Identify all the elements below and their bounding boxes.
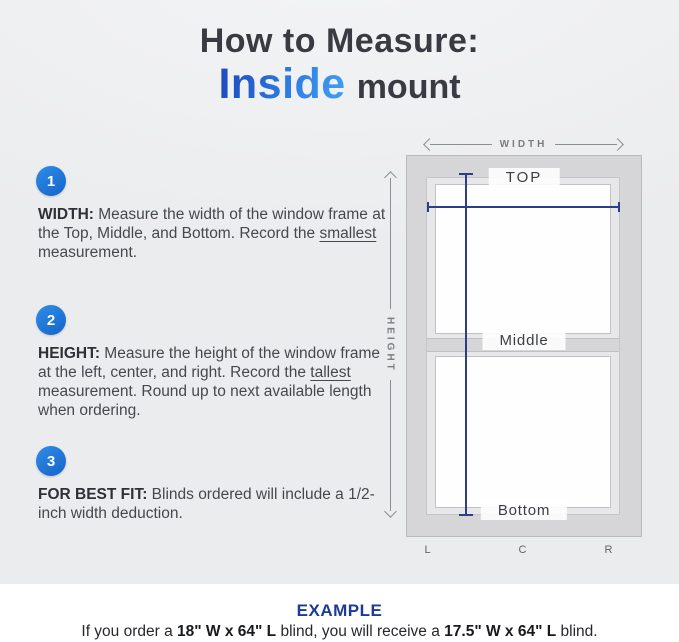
step-2 — [36, 305, 388, 420]
step-2-keyword: tallest — [310, 364, 351, 381]
step-2-label: HEIGHT: — [38, 345, 100, 362]
step-1-label: WIDTH: — [38, 206, 94, 223]
mark-right: R — [604, 544, 614, 556]
example-text — [0, 622, 679, 641]
middle-label: Middle — [483, 331, 566, 350]
step-3-label: FOR BEST FIT: — [38, 486, 148, 503]
step-2-body-end: measurement. Round up to next available length when ordering. — [38, 383, 372, 419]
step-2-number-badge: 2 — [36, 305, 66, 335]
arrow-up-icon — [384, 171, 397, 184]
step-1-body: Measure the width of the window frame at the Top, Middle, and Bottom. Record the — [38, 206, 386, 242]
step-3-body: Blinds ordered will include a 1/2-inch width deduction. — [38, 486, 375, 522]
step-1-body-end: measurement. — [38, 244, 138, 261]
height-arrow-line — [390, 380, 391, 511]
step-3-number-badge: 3 — [36, 446, 66, 476]
mark-center: C — [518, 544, 528, 556]
step-3 — [36, 446, 388, 523]
width-arrow-label: WIDTH — [499, 138, 548, 150]
bottom-label: Bottom — [481, 501, 567, 520]
width-arrow — [425, 137, 622, 151]
step-1-number-badge: 1 — [36, 166, 66, 196]
page-title — [0, 22, 679, 107]
step-3-text — [38, 485, 388, 523]
example-heading: EXAMPLE — [296, 601, 383, 620]
width-arrow-line — [555, 144, 617, 145]
page-title-accent: Inside — [218, 60, 346, 108]
height-arrow — [383, 173, 397, 516]
horizontal-measure-line — [427, 206, 620, 208]
example-order-size: 18" W x 64" L — [177, 623, 277, 640]
page-title-line1: How to Measure: — [199, 22, 480, 60]
height-arrow-line — [390, 178, 391, 309]
vertical-measure-line — [465, 173, 467, 516]
step-1 — [36, 166, 388, 262]
example-received-size: 17.5" W x 64" L — [444, 623, 557, 640]
arrow-down-icon — [384, 505, 397, 518]
window-diagram — [385, 130, 675, 570]
height-arrow-label: HEIGHT — [384, 316, 396, 373]
width-arrow-line — [430, 144, 492, 145]
page-title-line2 — [0, 62, 679, 107]
step-2-body: Measure the height of the window frame at the left, center, and right. Record the — [38, 345, 381, 381]
arrow-left-icon — [423, 138, 436, 151]
example-text-2: blind, you will receive a — [276, 623, 445, 640]
example-text-3: blind. — [556, 623, 598, 640]
top-label: TOP — [489, 168, 560, 187]
arrow-right-icon — [611, 138, 624, 151]
example-section — [0, 584, 679, 642]
mark-left: L — [424, 544, 432, 556]
example-text-1: If you order a — [81, 623, 178, 640]
page-title-rest: mount — [356, 68, 461, 106]
step-2-text — [38, 344, 388, 420]
step-1-text — [38, 205, 388, 262]
window-bottom-pane — [435, 356, 611, 508]
step-1-keyword: smallest — [319, 225, 377, 242]
